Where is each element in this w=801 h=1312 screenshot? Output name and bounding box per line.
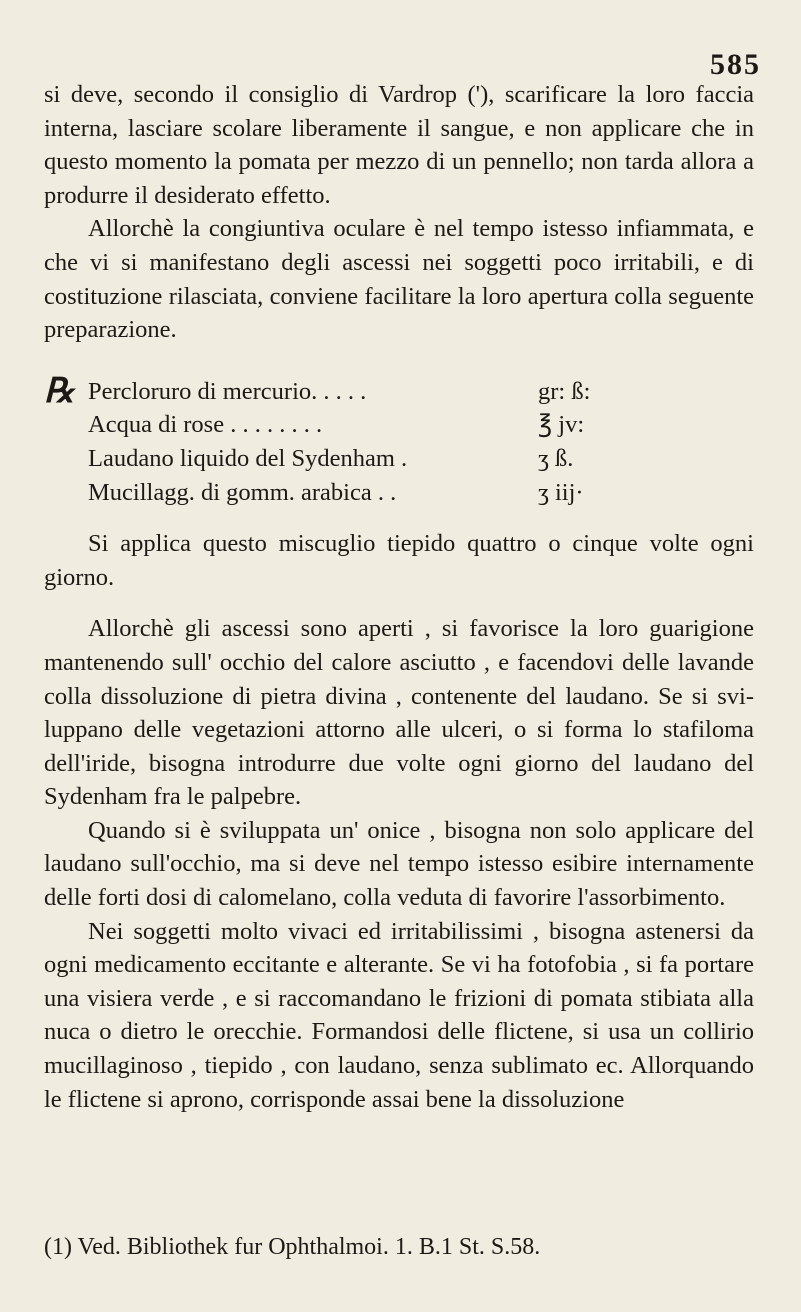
paragraph: Quando si è sviluppata un' onice , bisogna non solo applicare del laudano sull'occhio, ma si deve nel tempo istesso esibire internamente delle forti dosi di calomelano, colla veduta di favorire l'assorbimento.: [44, 816, 754, 912]
recipe-symbol: ℞: [44, 372, 75, 410]
paragraph: Allorchè la congiuntiva oculare è nel tempo istesso infiammata, e che vi si manifestano degli ascessi nei soggetti poco irritabili, e di costituzione rilasciata, conviene facilitare la loro apertura colla seguente preparazione.: [44, 215, 754, 344]
recipe-row: [44, 476, 754, 510]
ingredient-name: Percloruro di mercurio. . . . .: [88, 377, 367, 405]
ingredient-name: Mucillagg. di gomm. arabica . .: [88, 478, 397, 506]
ingredient-quantity: gr: ß:: [538, 377, 591, 405]
prescription: [44, 372, 754, 509]
paragraph: Si applica questo miscuglio tiepido quattro o cinque volte ogni giorno.: [44, 530, 754, 591]
paragraph: Nei soggetti molto vivaci ed irritabilissimi , bisogna astenersi da ogni medicamento eccitante e alterante. Se vi ha fotofobia , si fa portare una visiera verde , e si raccomandano le frizioni di pomata stibiata alla nuca o dietro le orecchie. Formandosi delle flictene, si usa un collirio mucillaginoso , tiepido , con laudano, senza sublimato ec. Allorquando le flictene si aprono, corrisponde assai bene la dissoluzione: [44, 917, 754, 1113]
ingredient-quantity: ℥ jv:: [538, 411, 585, 439]
paragraph: si deve, secondo il consiglio di Vardrop ('), scarificare la loro faccia interna, lasciare scolare liberamente il sangue, e non applicare che in questo momento la pomata per mezzo di un pennello; non tarda allora a produrre il desiderato effetto.: [44, 81, 754, 209]
paragraph: Allorchè gli ascessi sono aperti , si favorisce la loro guarigione mantenendo sull' occhio del calore asciutto , e facendovi delle lavande colla dissoluzione di pietra divina , contenente del laudano. Se si sviluppano delle vegetazioni attorno alle ulceri, o si forma lo stafiloma dell'iride, bisogna introdurre due volte ogni giorno del laudano del Sydenham fra le palpebre.: [44, 615, 754, 811]
footnote: (1) Ved. Bibliothek fur Ophthalmoi. 1. B.1 St. S.58.: [44, 1234, 541, 1260]
ingredient-name: Acqua di rose . . . . . . . .: [88, 411, 323, 439]
recipe-row: [44, 372, 754, 410]
page-number: 585: [710, 48, 761, 81]
ingredient-quantity: ʒ ß.: [538, 444, 574, 472]
ingredient-quantity: ʒ iij·: [538, 478, 584, 506]
page-body: [44, 78, 754, 1116]
recipe-row: [44, 442, 754, 476]
recipe-row: [44, 408, 754, 442]
ingredient-name: Laudano liquido del Sydenham .: [88, 444, 408, 472]
